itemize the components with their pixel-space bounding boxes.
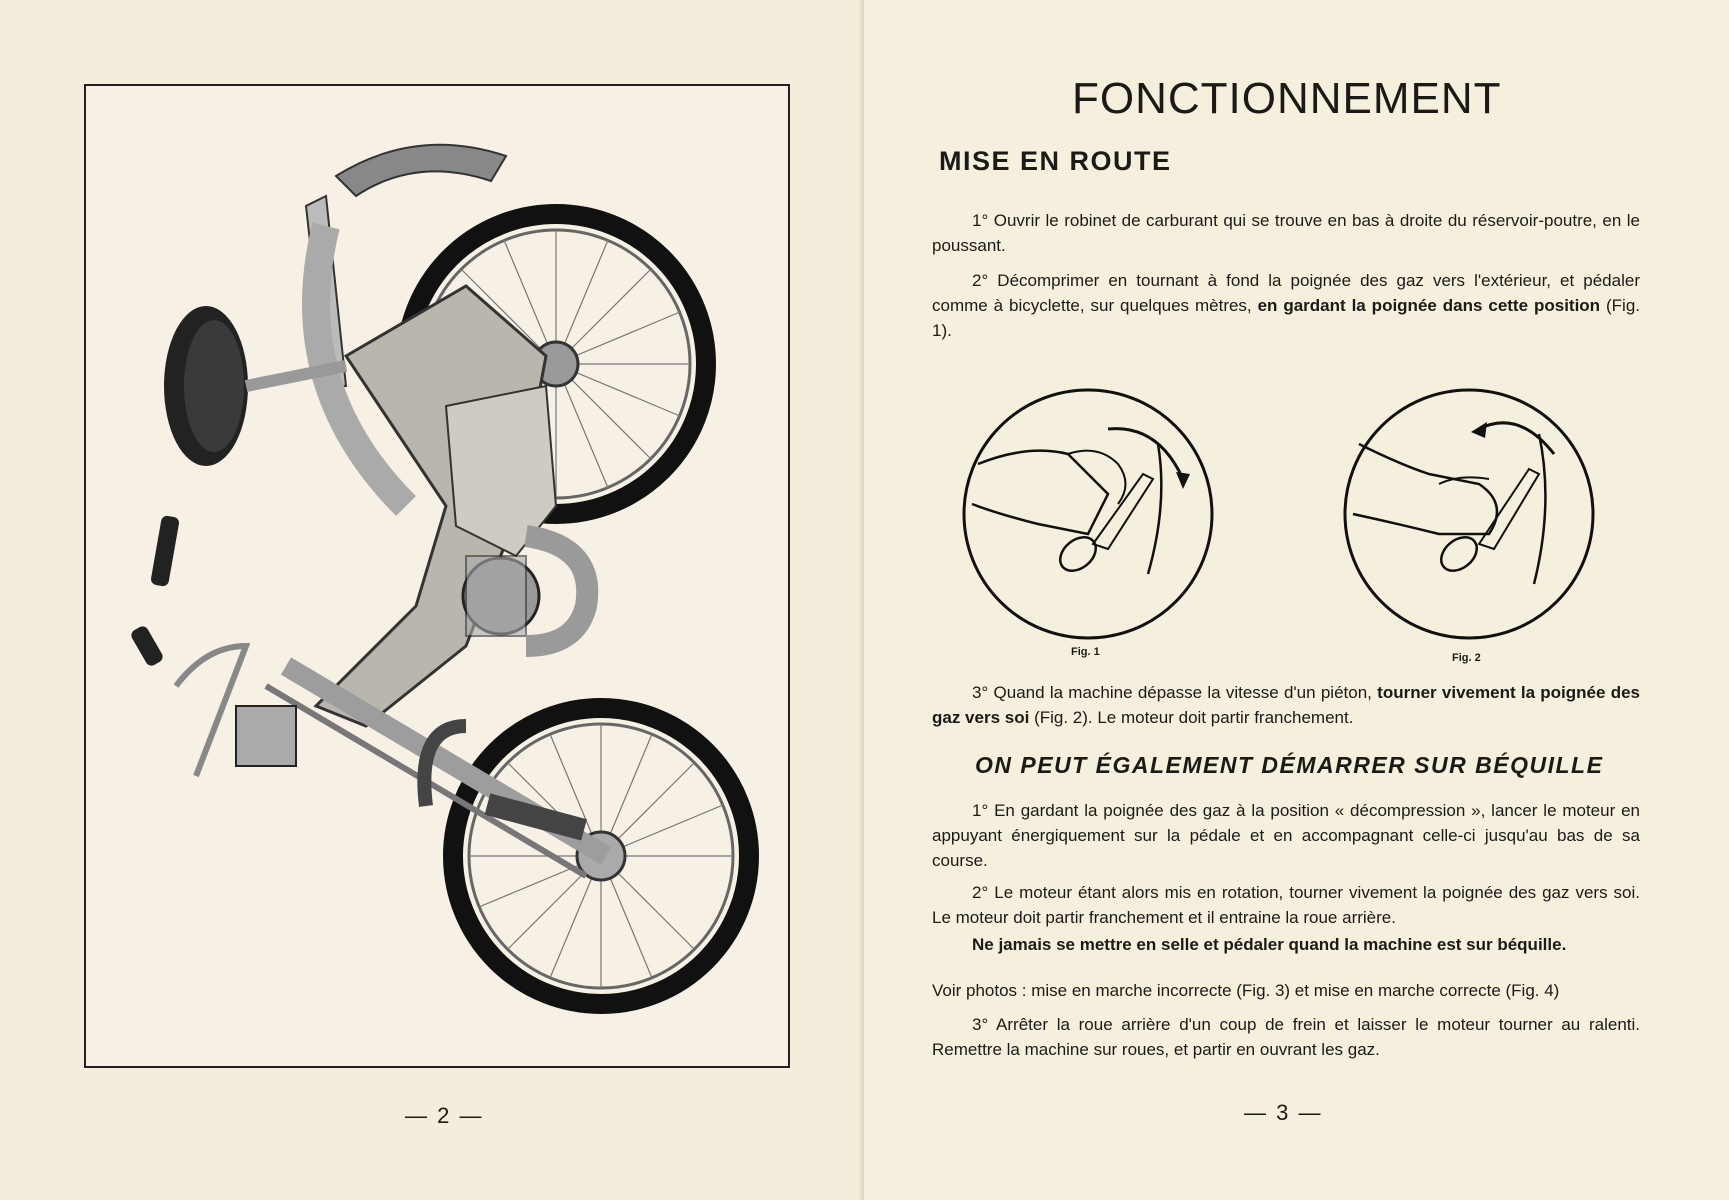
figure-1 — [958, 384, 1218, 649]
alt-step-2-number: 2° — [972, 883, 989, 902]
step-1-text: Ouvrir le robinet de carburant qui se trouve en bas à droite du réservoir-poutre, en le poussant. — [932, 211, 1640, 255]
step-2-number: 2° — [972, 271, 989, 290]
alt-step-1-text: En gardant la poignée des gaz à la position « décompression », lancer le moteur en appuyant énergiquement sur la pédale et en accompagnant celle-ci jusqu'au bas de sa course. — [932, 801, 1640, 870]
alt-step-1-number: 1° — [972, 801, 989, 820]
warning-paragraph — [932, 932, 1640, 957]
step-3-bold: tourner vivement la poignée des gaz vers soi — [932, 683, 1641, 727]
section-title: MISE EN ROUTE — [939, 146, 1172, 176]
step-2-text: Décomprimer en tournant à fond la poignée des gaz vers l'extérieur, et pédaler comme à bicyclette, sur quelques mètres, — [932, 271, 1640, 315]
photos-note: Voir photos : mise en marche incorrecte (Fig. 3) et mise en marche correcte (Fig. 4) — [932, 981, 1560, 1000]
alt-step-2-text: Le moteur étant alors mis en rotation, tourner vivement la poignée des gaz vers soi. Le moteur doit partir franchement et il entraine la roue arrière. — [932, 883, 1640, 927]
warning-text: Ne jamais se mettre en selle et pédaler quand la machine est sur béquille. — [972, 935, 1567, 954]
step-3-text: Quand la machine dépasse la vitesse d'un piéton, — [993, 683, 1372, 702]
alt-step-3-paragraph — [932, 1012, 1640, 1062]
step-3-paragraph — [932, 680, 1640, 730]
alt-step-3-text: Arrêter la roue arrière d'un coup de frein et laisser le moteur tourner au ralenti. Remettre la machine sur roues, et partir en ouvrant les gaz. — [932, 1015, 1640, 1059]
left-page — [0, 0, 864, 1200]
fig-2-throttle-illustration — [1339, 384, 1599, 644]
step-3-number: 3° — [972, 683, 989, 702]
step-2-bold: en gardant la poignée dans cette position — [1257, 296, 1601, 315]
fig-1-throttle-illustration — [958, 384, 1218, 644]
moped-photo-frame — [84, 84, 790, 1068]
step-1-number: 1° — [972, 211, 989, 230]
moped-photo — [86, 86, 788, 1066]
alt-step-1-paragraph — [932, 798, 1640, 873]
step-3-tail: (Fig. 2). Le moteur doit partir franchement. — [1034, 708, 1354, 727]
step-1-paragraph — [932, 208, 1640, 258]
page-number-right: — 3 — — [1244, 1100, 1323, 1125]
alt-step-2-paragraph — [932, 880, 1640, 930]
figure-2 — [1339, 384, 1599, 649]
page-number-left: — 2 — — [405, 1103, 484, 1128]
fig-1-caption: Fig. 1 — [1071, 646, 1100, 658]
page-title: FONCTIONNEMENT — [1072, 74, 1502, 123]
step-2-tail: (Fig. 1). — [932, 296, 1640, 340]
subsection-title: ON PEUT ÉGALEMENT DÉMARRER SUR BÉQUILLE — [975, 752, 1604, 778]
step-2-paragraph — [932, 268, 1640, 343]
alt-step-3-number: 3° — [972, 1015, 989, 1034]
fig-2-caption: Fig. 2 — [1452, 652, 1481, 664]
